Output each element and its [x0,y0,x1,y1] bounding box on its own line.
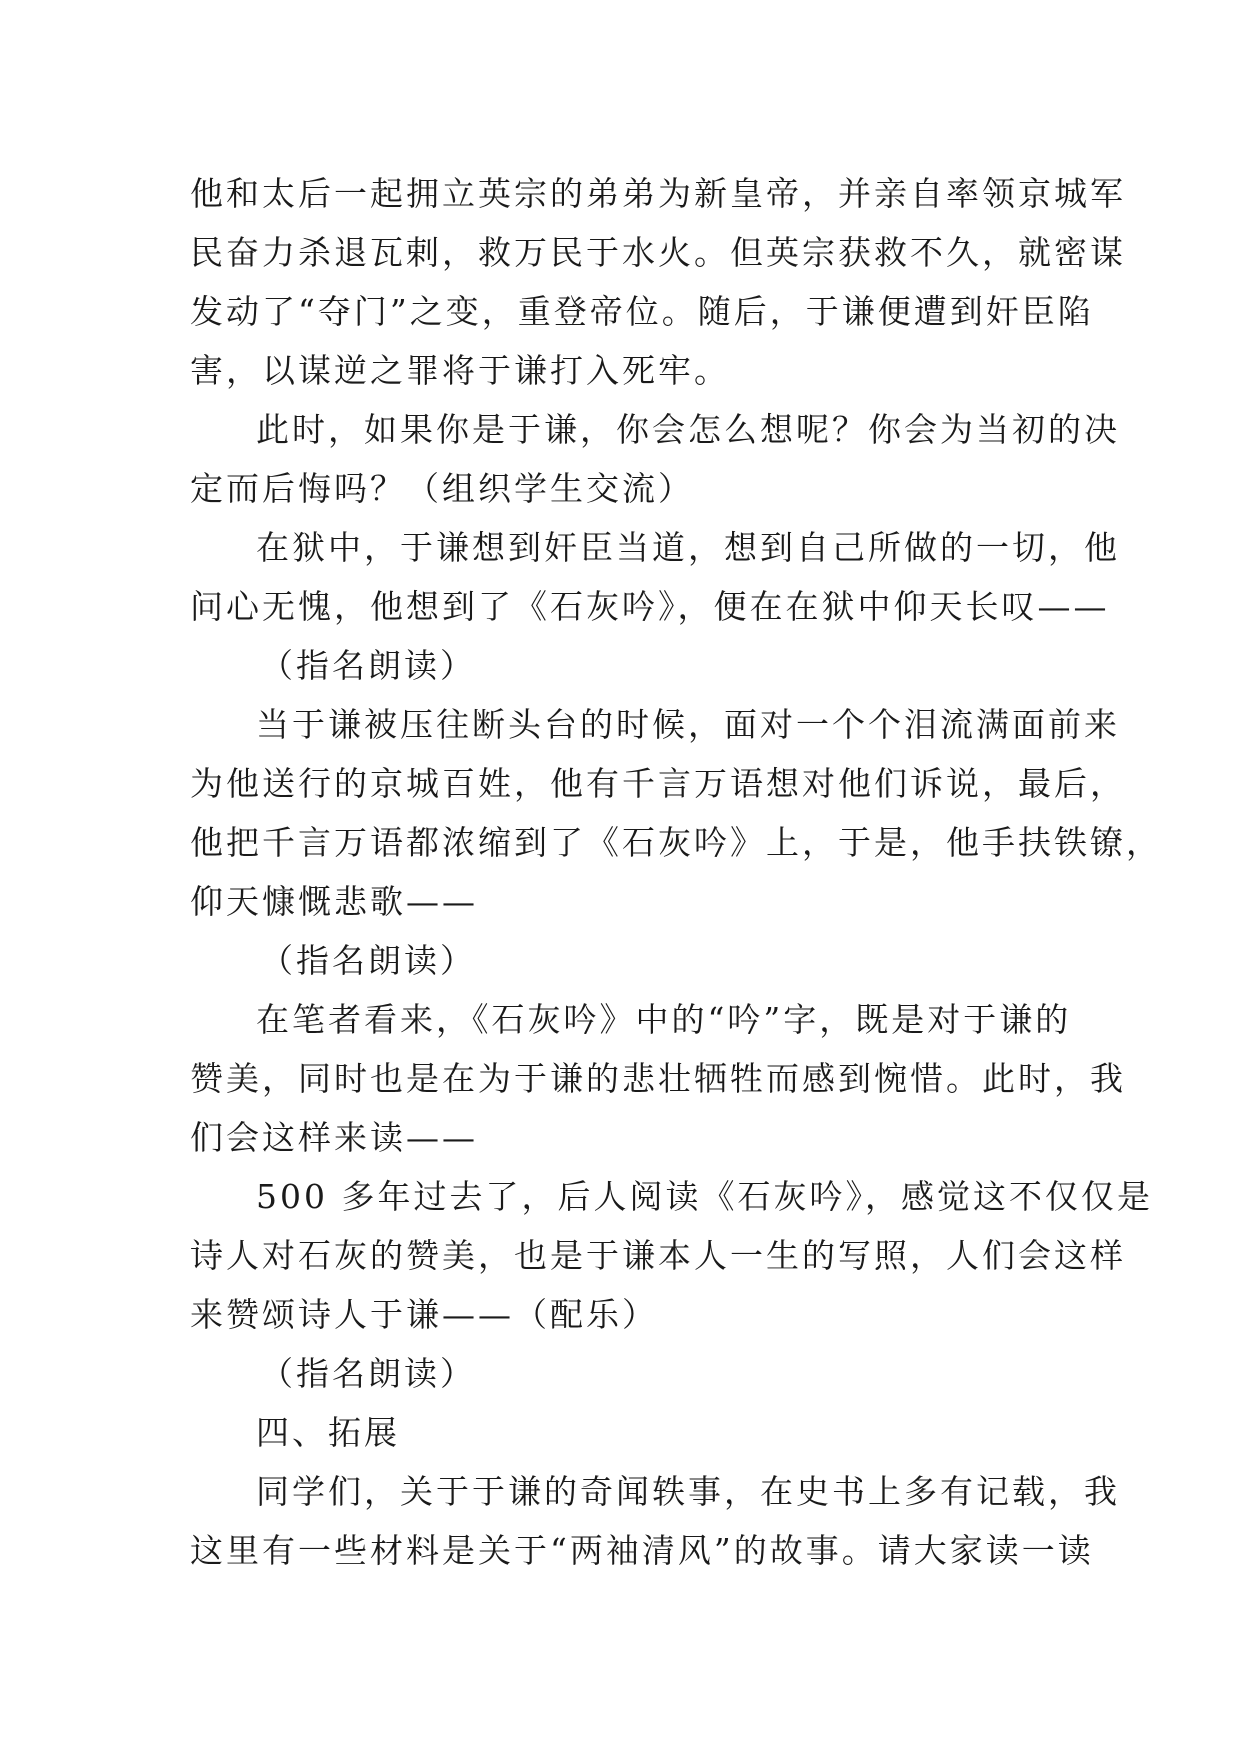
reading-cue: （指名朗读） [260,646,476,685]
text-line: 们会这样来读—— [190,1118,478,1157]
text-line: 发动了“夺门”之变，重登帝位。随后，于谦便遭到奸臣陷 [190,292,1094,331]
text-line: 诗人对石灰的赞美，也是于谦本人一生的写照，人们会这样 [190,1236,1126,1275]
reading-cue: （指名朗读） [260,1354,476,1393]
text-line: 他把千言万语都浓缩到了《石灰吟》上，于是，他手扶铁镣， [190,823,1162,862]
text-line: 定而后悔吗？（组织学生交流） [190,469,694,508]
text-line: 此时，如果你是于谦，你会怎么想呢？你会为当初的决 [256,410,1120,449]
text-line: 民奋力杀退瓦剌，救万民于水火。但英宗获救不久，就密谋 [190,233,1126,272]
section-heading: 四、拓展 [256,1413,400,1452]
text-line: 当于谦被压往断头台的时候，面对一个个泪流满面前来 [256,705,1120,744]
text-line: 问心无愧，他想到了《石灰吟》，便在在狱中仰天长叹—— [190,587,1110,626]
text-line: 害，以谋逆之罪将于谦打入死牢。 [190,351,730,390]
reading-cue: （指名朗读） [260,941,476,980]
text-line: 同学们，关于于谦的奇闻轶事，在史书上多有记载，我 [256,1472,1120,1511]
document-body [190,164,1162,1580]
text-line: 500 多年过去了，后人阅读《石灰吟》，感觉这不仅仅是 [256,1177,1153,1216]
text-line: 为他送行的京城百姓，他有千言万语想对他们诉说，最后， [190,764,1126,803]
text-line: 来赞颂诗人于谦——（配乐） [190,1295,658,1334]
text-line: 这里有一些材料是关于“两袖清风”的故事。请大家读一读 [190,1531,1094,1570]
text-line: 仰天慷慨悲歌—— [190,882,478,921]
text-line: 赞美，同时也是在为于谦的悲壮牺牲而感到惋惜。此时，我 [190,1059,1126,1098]
text-line: 他和太后一起拥立英宗的弟弟为新皇帝，并亲自率领京城军 [190,174,1126,213]
text-line: 在狱中，于谦想到奸臣当道，想到自己所做的一切，他 [256,528,1120,567]
text-line: 在笔者看来，《石灰吟》中的“吟”字，既是对于谦的 [256,1000,1072,1039]
